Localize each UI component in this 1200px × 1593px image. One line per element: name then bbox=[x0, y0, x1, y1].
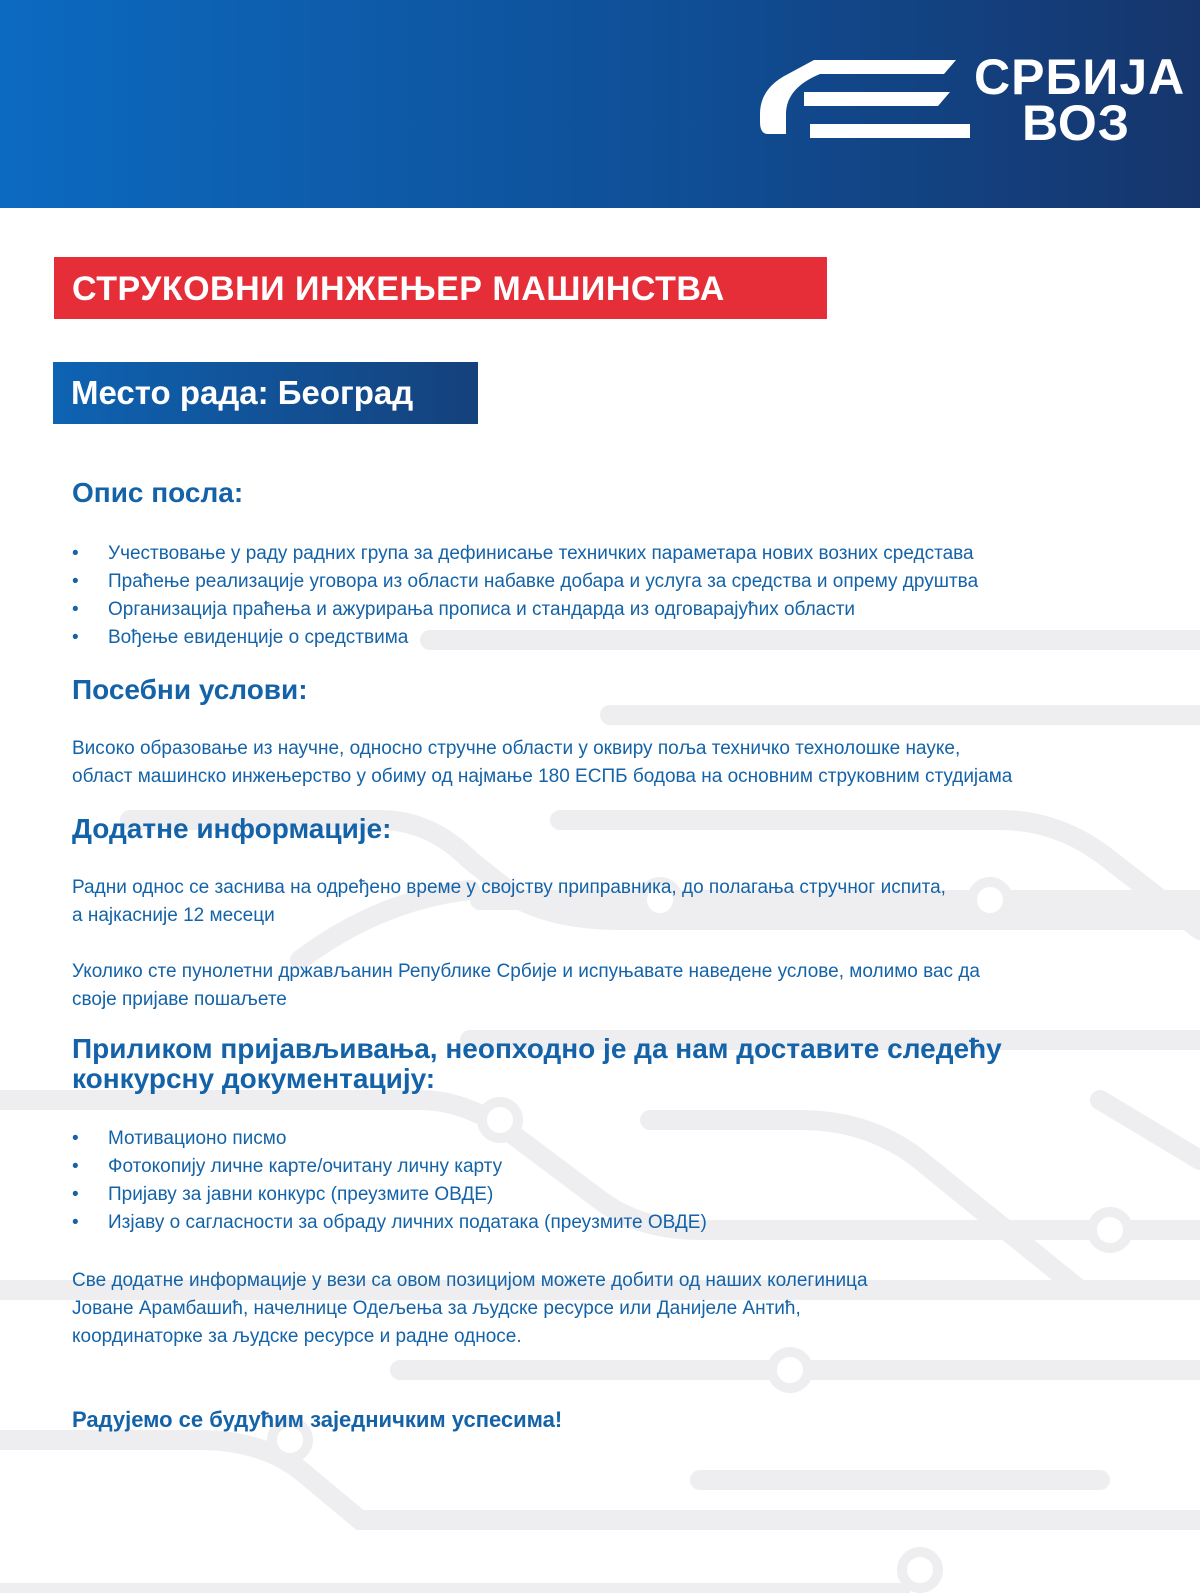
list-item: • Организација праћења и ажурирања прописа и стандарда из одговарајућих области bbox=[72, 596, 978, 624]
job-title-banner bbox=[54, 257, 827, 319]
text-line: координаторке за људске ресурсе и радне односе. bbox=[72, 1326, 522, 1347]
text-line: а најкасније 12 месеци bbox=[72, 905, 275, 926]
location-text: Место рада: Београд bbox=[71, 374, 414, 411]
text-line: Уколико сте пунолетни држављанин Републике Србије и испуњавате наведене услове, молимо вас да bbox=[72, 961, 980, 982]
text-line: Јоване Арамбашић, начелнице Одељења за људске ресурсе или Данијеле Антић, bbox=[72, 1298, 801, 1319]
srbija-voz-logo bbox=[760, 49, 1186, 151]
logo-text-voz: ВОЗ bbox=[1022, 95, 1131, 151]
logo-text-srbija: СРБИЈА bbox=[974, 49, 1186, 105]
header-banner bbox=[0, 0, 1200, 208]
text-line: Високо образовање из научне, односно стручне области у оквиру поља техничко технолошке науке, bbox=[72, 738, 961, 759]
additional-info-paragraph-2 bbox=[72, 958, 980, 1014]
contact-paragraph bbox=[72, 1267, 868, 1351]
list-item: • Праћење реализације уговора из области набавке добара и услуга за средства и опрему друштва bbox=[72, 568, 978, 596]
list-item: • Пријаву за јавни конкурс (преузмите ОВДЕ) bbox=[72, 1181, 707, 1209]
heading-line: конкурсну документацију: bbox=[72, 1063, 436, 1094]
location-banner bbox=[53, 362, 478, 424]
text-line: своје пријаве пошаљете bbox=[72, 989, 287, 1010]
list-item: • Учествовање у раду радних група за дефинисање техничких параметара нових возних средстава bbox=[72, 540, 978, 568]
documents-heading bbox=[72, 1034, 1002, 1094]
heading-line: Приликом пријављивања, неопходно је да нам доставите следећу bbox=[72, 1033, 1002, 1064]
documents-list bbox=[72, 1125, 707, 1237]
conditions-heading: Посебни услови: bbox=[72, 674, 308, 705]
list-item: • Вођење евиденције о средствима bbox=[72, 624, 978, 652]
closing-line: Радујемо се будућим заједничким успесима! bbox=[72, 1407, 563, 1432]
conditions-text bbox=[72, 735, 1012, 791]
text-line: Радни однос се заснива на одређено време у својству приправника, до полагања стручног испита, bbox=[72, 877, 946, 898]
list-item: • Фотокопију личне карте/очитану личну карту bbox=[72, 1153, 707, 1181]
additional-info-heading: Додатне информације: bbox=[72, 813, 392, 844]
text-line: област машинско инжењерство у обиму од најмање 180 ЕСПБ бодова на основним струковним студијама bbox=[72, 766, 1013, 787]
description-list bbox=[72, 540, 978, 652]
additional-info-paragraph-1 bbox=[72, 874, 946, 930]
description-heading: Опис посла: bbox=[72, 477, 244, 508]
list-item: • Мотивационо писмо bbox=[72, 1125, 707, 1153]
job-title: СТРУКОВНИ ИНЖЕЊЕР МАШИНСТВА bbox=[72, 270, 725, 308]
list-item: • Изјаву о сагласности за обраду личних података (преузмите ОВДЕ) bbox=[72, 1209, 707, 1237]
train-logo-icon bbox=[760, 52, 970, 148]
text-line: Све додатне информације у вези са овом позицијом можете добити од наших колегиница bbox=[72, 1270, 868, 1291]
